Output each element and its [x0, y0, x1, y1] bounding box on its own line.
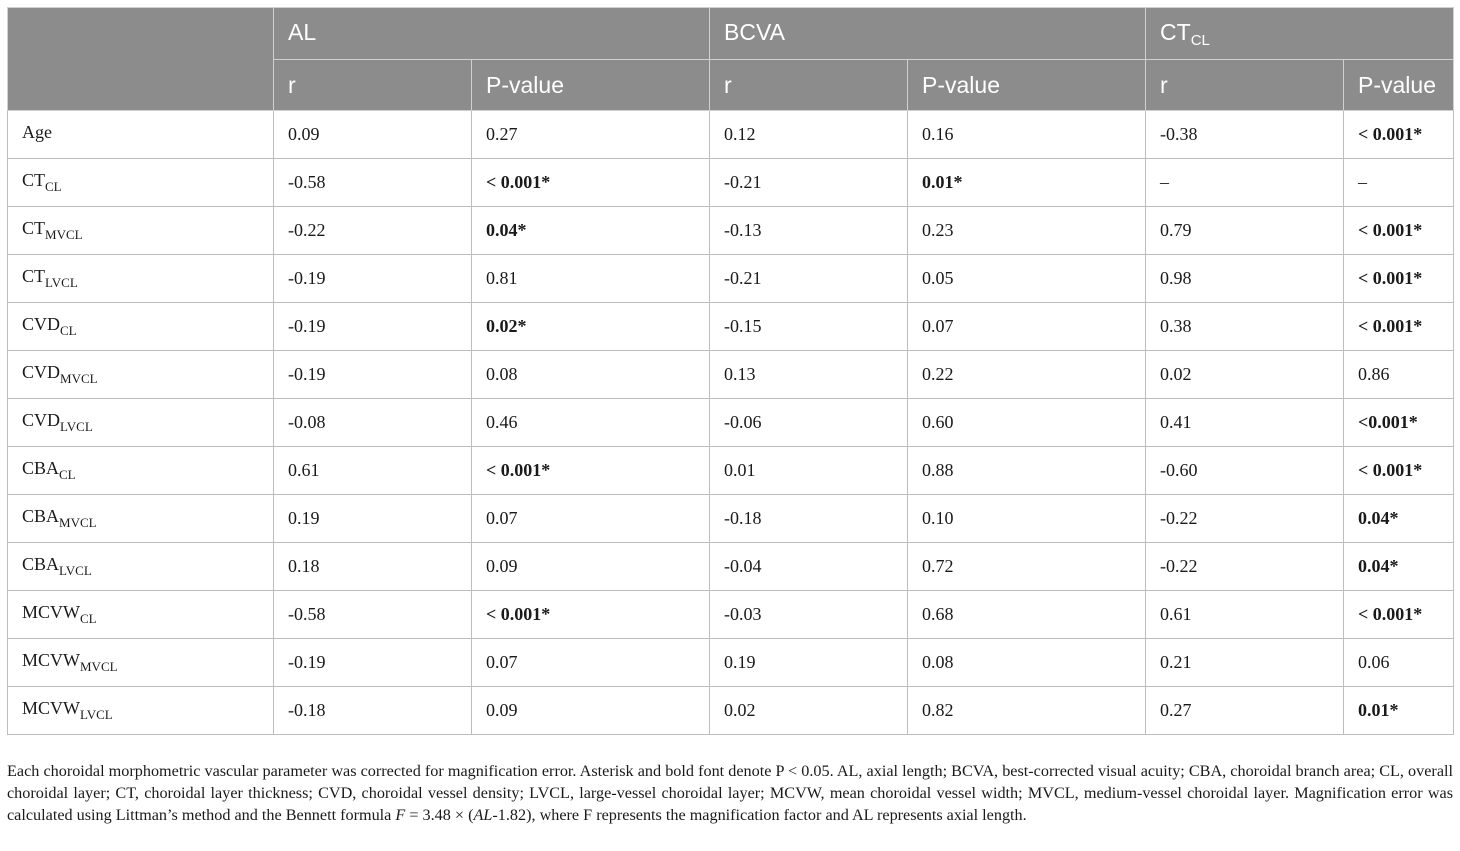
- table-row: [8, 543, 1454, 591]
- r-value-cell: 0.19: [710, 639, 908, 687]
- p-value-cell: 0.88: [908, 447, 1146, 495]
- header-corner-cell: [8, 8, 274, 111]
- r-value-cell: 0.02: [1146, 351, 1344, 399]
- table-row: [8, 399, 1454, 447]
- r-value-cell: -0.19: [274, 255, 472, 303]
- p-value-cell: 0.60: [908, 399, 1146, 447]
- r-value-cell: 0.09: [274, 111, 472, 159]
- table-footnote: Each choroidal morphometric vascular parameter was corrected for magnification error. Asterisk and bold font denote P < 0.05. AL, axial length; BCVA, best-corrected visual acuity; CBA, choroidal branch area; CL, overall choroidal layer; CT, choroidal layer thickness; CVD, choroidal vessel density; LVCL, large-vessel choroidal layer; MCVW, mean choroidal vessel width; MVCL, medium-vessel choroidal layer. Magnification error was calculated using Littman’s method and the Bennett formula F = 3.48 × (AL-1.82), where F represents the magnification factor and AL represents axial length.: [7, 762, 1453, 825]
- r-value-cell: -0.03: [710, 591, 908, 639]
- r-value-cell: -0.38: [1146, 111, 1344, 159]
- row-parameter-label: $CBA_{MVCL}$: [8, 495, 274, 543]
- p-value-cell: < 0.001*: [1344, 591, 1454, 639]
- p-value-cell: 0.07: [908, 303, 1146, 351]
- row-parameter-label: $CVD_{MVCL}$: [8, 351, 274, 399]
- p-value-cell: < 0.001*: [1344, 111, 1454, 159]
- row-parameter-label: $CBA_{CL}$: [8, 447, 274, 495]
- p-value-cell: 0.46: [472, 399, 710, 447]
- r-value-cell: 0.01: [710, 447, 908, 495]
- p-value-cell: < 0.001*: [1344, 303, 1454, 351]
- r-value-cell: -0.19: [274, 639, 472, 687]
- r-value-cell: -0.19: [274, 303, 472, 351]
- p-value-cell: 0.01*: [908, 159, 1146, 207]
- table-row: [8, 255, 1454, 303]
- p-value-cell: 0.08: [908, 639, 1146, 687]
- correlation-table-container: [7, 7, 1453, 735]
- table-row: [8, 639, 1454, 687]
- p-value-cell: 0.06: [1344, 639, 1454, 687]
- r-value-cell: 0.41: [1146, 399, 1344, 447]
- r-value-cell: -0.60: [1146, 447, 1344, 495]
- r-value-cell: 0.12: [710, 111, 908, 159]
- p-value-cell: 0.09: [472, 543, 710, 591]
- p-value-cell: 0.01*: [1344, 687, 1454, 735]
- r-value-cell: -0.58: [274, 159, 472, 207]
- p-value-cell: < 0.001*: [472, 159, 710, 207]
- r-value-cell: 0.61: [274, 447, 472, 495]
- r-value-cell: 0.02: [710, 687, 908, 735]
- r-value-cell: -0.21: [710, 255, 908, 303]
- row-parameter-label: $CBA_{LVCL}$: [8, 543, 274, 591]
- p-value-cell: 0.04*: [1344, 495, 1454, 543]
- r-value-cell: 0.79: [1146, 207, 1344, 255]
- p-value-cell: 0.09: [472, 687, 710, 735]
- header-bcva-r: r: [710, 60, 908, 111]
- p-value-cell: 0.72: [908, 543, 1146, 591]
- r-value-cell: -0.15: [710, 303, 908, 351]
- r-value-cell: -0.19: [274, 351, 472, 399]
- table-row: [8, 687, 1454, 735]
- row-parameter-label: $CVD_{CL}$: [8, 303, 274, 351]
- p-value-cell: 0.08: [472, 351, 710, 399]
- r-value-cell: –: [1146, 159, 1344, 207]
- row-parameter-label: $CT_{CL}$: [8, 159, 274, 207]
- r-value-cell: -0.18: [710, 495, 908, 543]
- r-value-cell: -0.13: [710, 207, 908, 255]
- header-ctcl-pvalue: P-value: [1344, 60, 1454, 111]
- r-value-cell: -0.04: [710, 543, 908, 591]
- row-parameter-label: Age: [8, 111, 274, 159]
- p-value-cell: 0.82: [908, 687, 1146, 735]
- r-value-cell: 0.27: [1146, 687, 1344, 735]
- p-value-cell: <0.001*: [1344, 399, 1454, 447]
- p-value-cell: 0.81: [472, 255, 710, 303]
- header-group-bcva: BCVA: [710, 8, 1146, 60]
- p-value-cell: 0.10: [908, 495, 1146, 543]
- r-value-cell: -0.08: [274, 399, 472, 447]
- p-value-cell: 0.04*: [1344, 543, 1454, 591]
- r-value-cell: -0.22: [1146, 543, 1344, 591]
- header-row-groups: [8, 8, 1454, 60]
- table-body: [8, 111, 1454, 735]
- row-parameter-label: $MCVW_{LVCL}$: [8, 687, 274, 735]
- header-al-r: r: [274, 60, 472, 111]
- header-group-ct-cl: $CT_{CL}$: [1146, 8, 1454, 60]
- table-row: [8, 447, 1454, 495]
- r-value-cell: 0.19: [274, 495, 472, 543]
- p-value-cell: 0.27: [472, 111, 710, 159]
- p-value-cell: 0.23: [908, 207, 1146, 255]
- table-row: [8, 207, 1454, 255]
- r-value-cell: 0.18: [274, 543, 472, 591]
- p-value-cell: 0.02*: [472, 303, 710, 351]
- row-parameter-label: $CT_{LVCL}$: [8, 255, 274, 303]
- r-value-cell: 0.13: [710, 351, 908, 399]
- r-value-cell: -0.18: [274, 687, 472, 735]
- row-parameter-label: $CVD_{LVCL}$: [8, 399, 274, 447]
- r-value-cell: -0.22: [274, 207, 472, 255]
- header-ctcl-r: r: [1146, 60, 1344, 111]
- r-value-cell: 0.98: [1146, 255, 1344, 303]
- p-value-cell: 0.07: [472, 495, 710, 543]
- r-value-cell: 0.38: [1146, 303, 1344, 351]
- p-value-cell: 0.86: [1344, 351, 1454, 399]
- p-value-cell: 0.04*: [472, 207, 710, 255]
- table-row: [8, 159, 1454, 207]
- p-value-cell: < 0.001*: [472, 447, 710, 495]
- p-value-cell: < 0.001*: [472, 591, 710, 639]
- row-parameter-label: $CT_{MVCL}$: [8, 207, 274, 255]
- r-value-cell: -0.06: [710, 399, 908, 447]
- p-value-cell: 0.07: [472, 639, 710, 687]
- p-value-cell: –: [1344, 159, 1454, 207]
- p-value-cell: 0.05: [908, 255, 1146, 303]
- p-value-cell: 0.22: [908, 351, 1146, 399]
- table-header: [8, 8, 1454, 111]
- header-group-al: AL: [274, 8, 710, 60]
- p-value-cell: < 0.001*: [1344, 447, 1454, 495]
- r-value-cell: 0.61: [1146, 591, 1344, 639]
- r-value-cell: -0.58: [274, 591, 472, 639]
- header-al-pvalue: P-value: [472, 60, 710, 111]
- r-value-cell: -0.22: [1146, 495, 1344, 543]
- row-parameter-label: $MCVW_{CL}$: [8, 591, 274, 639]
- header-bcva-pvalue: P-value: [908, 60, 1146, 111]
- table-row: [8, 303, 1454, 351]
- table-row: [8, 111, 1454, 159]
- r-value-cell: 0.21: [1146, 639, 1344, 687]
- p-value-cell: 0.68: [908, 591, 1146, 639]
- table-row: [8, 495, 1454, 543]
- r-value-cell: -0.21: [710, 159, 908, 207]
- p-value-cell: < 0.001*: [1344, 207, 1454, 255]
- correlation-table: [7, 7, 1454, 735]
- table-row: [8, 591, 1454, 639]
- p-value-cell: 0.16: [908, 111, 1146, 159]
- table-row: [8, 351, 1454, 399]
- p-value-cell: < 0.001*: [1344, 255, 1454, 303]
- row-parameter-label: $MCVW_{MVCL}$: [8, 639, 274, 687]
